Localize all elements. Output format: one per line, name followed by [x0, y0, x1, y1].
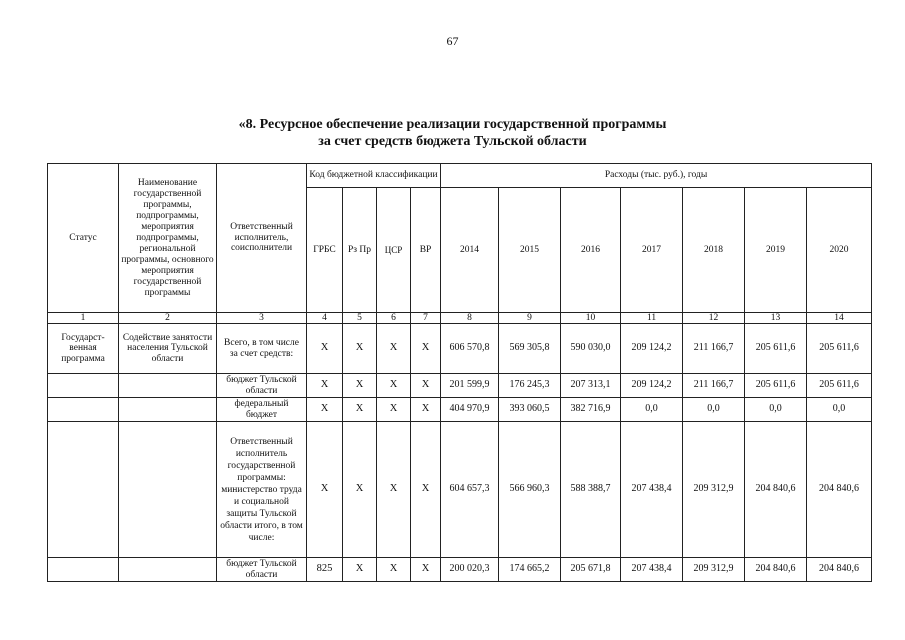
- row-status: [48, 374, 119, 398]
- header-year: 2020: [807, 188, 872, 313]
- row-code: Х: [377, 324, 411, 374]
- row-value: 204 840,6: [745, 558, 807, 582]
- header-code-grbs: ГРБС: [307, 188, 343, 313]
- row-value: 590 030,0: [561, 324, 621, 374]
- column-number: 10: [561, 313, 621, 324]
- row-code: Х: [343, 324, 377, 374]
- row-value: 588 388,7: [561, 422, 621, 558]
- row-value: 606 570,8: [441, 324, 499, 374]
- page-number: 67: [446, 34, 459, 48]
- row-value: 205 611,6: [745, 324, 807, 374]
- row-value: 209 124,2: [621, 374, 683, 398]
- table-row: [48, 558, 872, 582]
- document-title: [0, 116, 905, 150]
- column-number: 4: [307, 313, 343, 324]
- row-code: Х: [307, 374, 343, 398]
- row-value: 205 611,6: [807, 324, 872, 374]
- row-code: 825: [307, 558, 343, 582]
- row-code: Х: [307, 422, 343, 558]
- header-year: 2019: [745, 188, 807, 313]
- row-name: [119, 558, 217, 582]
- header-name: Наименование государственной программы, подпрограммы, мероприятия подпрограммы, региональной программы, основного мероприятия государственной программы: [119, 164, 217, 313]
- row-value: 0,0: [621, 398, 683, 422]
- row-value: 207 438,4: [621, 422, 683, 558]
- row-code: Х: [411, 374, 441, 398]
- row-value: 209 312,9: [683, 422, 745, 558]
- row-code: Х: [343, 558, 377, 582]
- row-value: 566 960,3: [499, 422, 561, 558]
- row-name: Содействие занятости населения Тульской области: [119, 324, 217, 374]
- table-row: [48, 422, 872, 558]
- header-code-vr: ВР: [411, 188, 441, 313]
- column-number: 13: [745, 313, 807, 324]
- row-status: [48, 398, 119, 422]
- header-code-csr: ЦСР: [377, 188, 411, 313]
- row-responsible: федеральный бюджет: [217, 398, 307, 422]
- column-number: 14: [807, 313, 872, 324]
- row-value: 200 020,3: [441, 558, 499, 582]
- row-code: Х: [411, 422, 441, 558]
- column-number: 6: [377, 313, 411, 324]
- row-value: 404 970,9: [441, 398, 499, 422]
- row-code: Х: [307, 324, 343, 374]
- row-value: 0,0: [807, 398, 872, 422]
- title-line-2: за счет средств бюджета Тульской области: [318, 134, 587, 149]
- row-value: 393 060,5: [499, 398, 561, 422]
- row-status: Государст-венная программа: [48, 324, 119, 374]
- header-year: 2018: [683, 188, 745, 313]
- row-code: Х: [377, 374, 411, 398]
- row-value: 205 611,6: [807, 374, 872, 398]
- row-code: Х: [411, 398, 441, 422]
- header-code-group: Код бюджетной классификации: [307, 164, 441, 188]
- column-number: 9: [499, 313, 561, 324]
- table-row: [48, 374, 872, 398]
- row-value: 382 716,9: [561, 398, 621, 422]
- row-name: [119, 374, 217, 398]
- row-responsible: бюджет Тульской области: [217, 558, 307, 582]
- row-value: 204 840,6: [807, 422, 872, 558]
- title-line-1: «8. Ресурсное обеспечение реализации государственной программы: [238, 117, 667, 132]
- row-code: Х: [343, 422, 377, 558]
- column-number: 2: [119, 313, 217, 324]
- row-code: Х: [343, 398, 377, 422]
- row-value: 207 438,4: [621, 558, 683, 582]
- header-status: Статус: [48, 164, 119, 313]
- row-value: 0,0: [745, 398, 807, 422]
- row-code: Х: [343, 374, 377, 398]
- row-value: 211 166,7: [683, 324, 745, 374]
- row-value: 176 245,3: [499, 374, 561, 398]
- row-responsible: Всего, в том числе за счет средств:: [217, 324, 307, 374]
- column-number: 8: [441, 313, 499, 324]
- column-number: 12: [683, 313, 745, 324]
- row-value: 204 840,6: [807, 558, 872, 582]
- row-value: 205 671,8: [561, 558, 621, 582]
- row-value: 201 599,9: [441, 374, 499, 398]
- header-code-rzpr: Рз Пр: [343, 188, 377, 313]
- column-number-row: [48, 313, 872, 324]
- row-responsible: бюджет Тульской области: [217, 374, 307, 398]
- column-number: 1: [48, 313, 119, 324]
- row-value: 209 124,2: [621, 324, 683, 374]
- header-expenses-group: Расходы (тыс. руб.), годы: [441, 164, 872, 188]
- row-code: Х: [411, 558, 441, 582]
- row-name: [119, 422, 217, 558]
- row-value: 0,0: [683, 398, 745, 422]
- row-value: 174 665,2: [499, 558, 561, 582]
- row-value: 569 305,8: [499, 324, 561, 374]
- column-number: 11: [621, 313, 683, 324]
- row-status: [48, 558, 119, 582]
- table-row: [48, 398, 872, 422]
- header-year: 2016: [561, 188, 621, 313]
- row-value: 205 611,6: [745, 374, 807, 398]
- header-year: 2015: [499, 188, 561, 313]
- row-value: 207 313,1: [561, 374, 621, 398]
- row-code: Х: [377, 398, 411, 422]
- row-value: 211 166,7: [683, 374, 745, 398]
- column-number: 3: [217, 313, 307, 324]
- row-value: 209 312,9: [683, 558, 745, 582]
- header-year: 2017: [621, 188, 683, 313]
- row-code: Х: [377, 422, 411, 558]
- row-responsible: Ответственный исполнитель государственной программы: министерство труда и социальной защиты Тульской области итого, в том числе:: [217, 422, 307, 558]
- header-year: 2014: [441, 188, 499, 313]
- row-code: Х: [377, 558, 411, 582]
- row-status: [48, 422, 119, 558]
- column-number: 7: [411, 313, 441, 324]
- row-value: 604 657,3: [441, 422, 499, 558]
- column-number: 5: [343, 313, 377, 324]
- row-value: 204 840,6: [745, 422, 807, 558]
- row-name: [119, 398, 217, 422]
- row-code: Х: [411, 324, 441, 374]
- row-code: Х: [307, 398, 343, 422]
- table-row: [48, 324, 872, 374]
- resource-table: [47, 163, 872, 582]
- header-responsible: Ответственный исполнитель, соисполнители: [217, 164, 307, 313]
